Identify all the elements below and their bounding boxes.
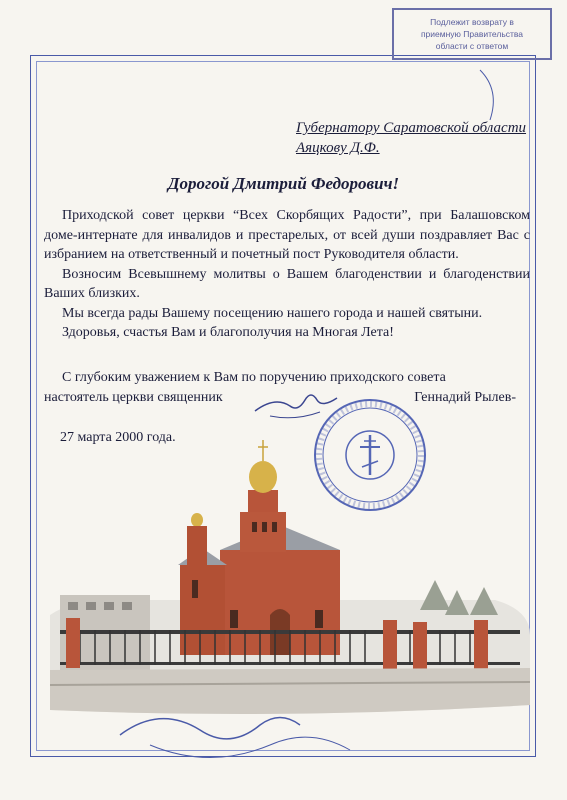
closing-name: Геннадий Рылев- (414, 389, 516, 405)
closing-title: настоятель церкви священник (44, 389, 223, 405)
addressee-line-2: Аяцкову Д.Ф. (296, 140, 380, 156)
salutation: Дорогой Дмитрий Федорович! (167, 174, 400, 193)
letter-date: 27 марта 2000 года. (60, 430, 176, 445)
closing-line-1: С глубоким уважением к Вам по поручению приходского совета (62, 370, 446, 385)
paragraph: Здоровья, счастья Вам и благополучия на Многая Лета! (62, 325, 394, 340)
paragraph: Мы всегда рады Вашему посещению нашего города и нашей святыни. (62, 305, 483, 321)
stamp-line-1: Подлежит возврату в (430, 17, 514, 27)
church-seal (310, 395, 430, 515)
stamp-line-3: области с ответом (435, 41, 509, 51)
addressee-line-1: Губернатору Саратовской области (296, 120, 527, 136)
stamp-line-2: приемную Правительства (420, 29, 524, 39)
paragraph: Возносим Всевышнему молитвы о Вашем благоденствии и благоденствии Ваших близких. (44, 266, 530, 301)
paragraph: Приходской совет церкви “Всех Скорбящих Радости”, при Балашовском доме-интернате для инвалидов и престарелых, от всей души поздравляет Вас с избранием на ответственный и почетный пост Руководителя области. (44, 208, 530, 262)
